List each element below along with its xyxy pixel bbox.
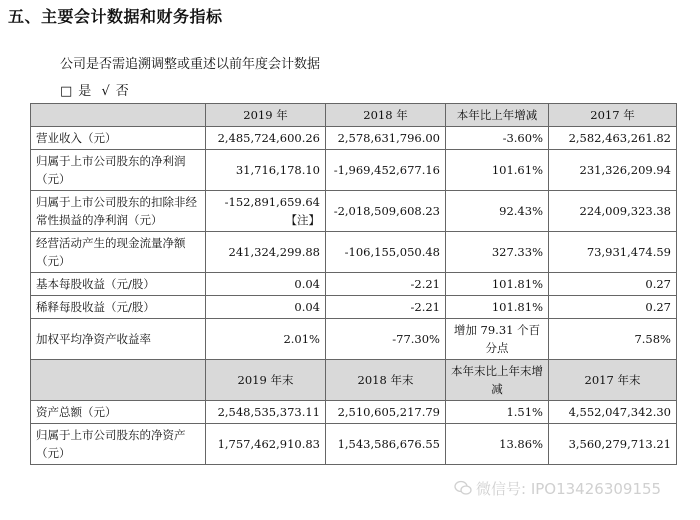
value-cell: 1,757,462,910.83 [206, 424, 326, 465]
value-cell: 2,582,463,261.82 [549, 127, 677, 150]
value-cell: 增加 79.31 个百分点 [446, 319, 549, 360]
value-cell: 31,716,178.10 [206, 150, 326, 191]
value-cell: 0.04 [206, 296, 326, 319]
row-label: 归属于上市公司股东的净资产（元） [31, 424, 206, 465]
wechat-watermark [454, 478, 661, 500]
value-cell: 13.86% [446, 424, 549, 465]
value-cell: -2,018,509,608.23 [326, 191, 446, 232]
header-cell [31, 360, 206, 401]
restatement-answer [60, 80, 135, 99]
header-cell [31, 104, 206, 127]
row-label: 资产总额（元） [31, 401, 206, 424]
value-cell: 7.58% [549, 319, 677, 360]
value-cell: -2.21 [326, 296, 446, 319]
value-cell: 73,931,474.59 [549, 232, 677, 273]
row-label: 归属于上市公司股东的净利润（元） [31, 150, 206, 191]
value-cell: 101.61% [446, 150, 549, 191]
table-row [31, 319, 677, 360]
value-cell: -3.60% [446, 127, 549, 150]
table-row [31, 296, 677, 319]
row-label: 营业收入（元） [31, 127, 206, 150]
section-heading: 五、主要会计数据和财务指标 [8, 7, 223, 26]
wechat-icon [454, 480, 472, 500]
value-cell: 241,324,299.88 [206, 232, 326, 273]
row-label: 归属于上市公司股东的扣除非经常性损益的净利润（元） [31, 191, 206, 232]
table-header-row [31, 104, 677, 127]
row-label: 稀释每股收益（元/股） [31, 296, 206, 319]
answer-yes: 是 [78, 84, 92, 99]
table-row [31, 191, 677, 232]
header-cell: 2019 年 [206, 104, 326, 127]
value-cell: 231,326,209.94 [549, 150, 677, 191]
value-cell: -2.21 [326, 273, 446, 296]
value-cell: 327.33% [446, 232, 549, 273]
value-cell [206, 191, 326, 232]
row-label: 加权平均净资产收益率 [31, 319, 206, 360]
value-cell: 0.27 [549, 296, 677, 319]
value-cell: 2.01% [206, 319, 326, 360]
table-row [31, 232, 677, 273]
value-cell: -106,155,050.48 [326, 232, 446, 273]
header-cell: 本年末比上年末增减 [446, 360, 549, 401]
value-cell: 101.81% [446, 273, 549, 296]
value-cell: -77.30% [326, 319, 446, 360]
header-cell: 2017 年 [549, 104, 677, 127]
value-cell: 2,485,724,600.26 [206, 127, 326, 150]
checkbox-empty-icon: □ [60, 84, 73, 99]
value-cell: 1.51% [446, 401, 549, 424]
value-text: -152,891,659.64 [224, 195, 320, 209]
value-cell: 1,543,586,676.55 [326, 424, 446, 465]
value-cell: 0.04 [206, 273, 326, 296]
header-cell: 本年比上年增减 [446, 104, 549, 127]
answer-no: 否 [115, 84, 129, 99]
financial-data-table [30, 103, 677, 465]
table-row [31, 424, 677, 465]
value-cell: 224,009,323.38 [549, 191, 677, 232]
table-header-row [31, 360, 677, 401]
value-cell: 0.27 [549, 273, 677, 296]
row-label: 经营活动产生的现金流量净额（元） [31, 232, 206, 273]
footnote-marker: 【注】 [285, 213, 320, 227]
header-cell: 2018 年末 [326, 360, 446, 401]
table-row [31, 127, 677, 150]
value-cell: 2,548,535,373.11 [206, 401, 326, 424]
row-label: 基本每股收益（元/股） [31, 273, 206, 296]
table-row [31, 401, 677, 424]
value-cell: 2,578,631,796.00 [326, 127, 446, 150]
table-row [31, 150, 677, 191]
header-cell: 2018 年 [326, 104, 446, 127]
table-row [31, 273, 677, 296]
restatement-question: 公司是否需追溯调整或重述以前年度会计数据 [60, 57, 321, 72]
value-cell: 101.81% [446, 296, 549, 319]
value-cell: 92.43% [446, 191, 549, 232]
value-cell: 4,552,047,342.30 [549, 401, 677, 424]
value-cell: -1,969,452,677.16 [326, 150, 446, 191]
watermark-text: 微信号: IPO13426309155 [476, 480, 662, 498]
value-cell: 3,560,279,713.21 [549, 424, 677, 465]
header-cell: 2019 年末 [206, 360, 326, 401]
header-cell: 2017 年末 [549, 360, 677, 401]
check-mark-icon: √ [101, 84, 110, 99]
value-cell: 2,510,605,217.79 [326, 401, 446, 424]
